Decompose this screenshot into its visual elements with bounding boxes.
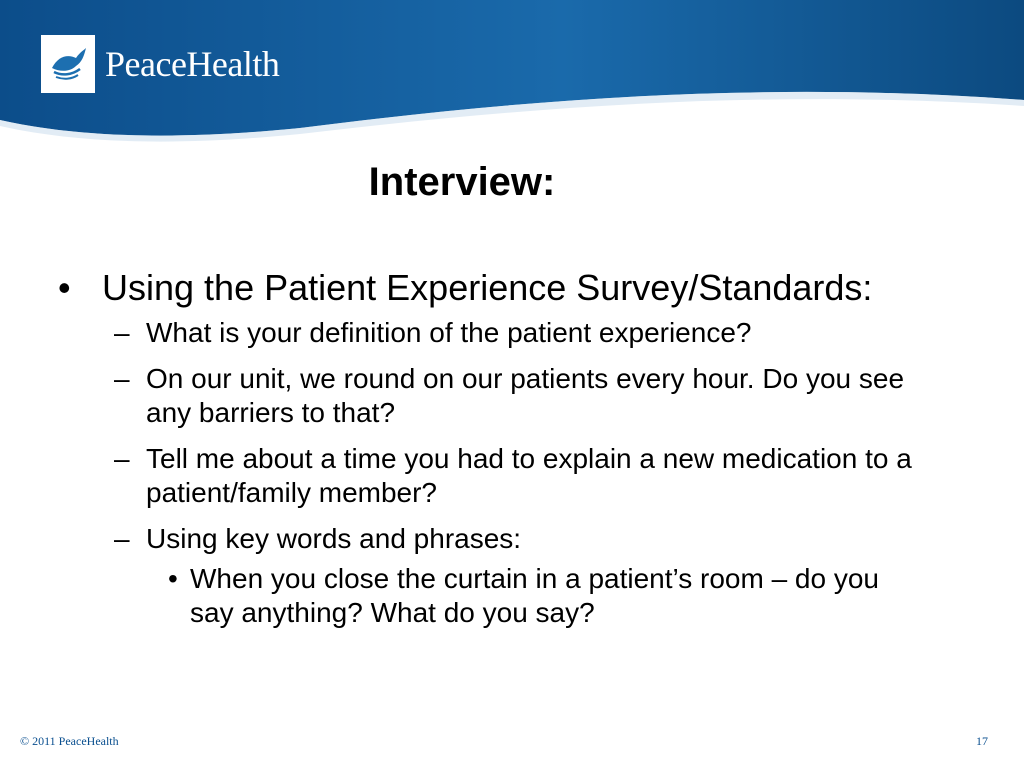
sub-bullet-text: On our unit, we round on our patients every hour. Do you see any barriers to that?: [146, 363, 905, 428]
peacehealth-logo: [41, 36, 279, 92]
bullet-text: Using the Patient Experience Survey/Standards:: [102, 267, 873, 308]
sub-sub-bullet-text: When you close the curtain in a patient’s room – do you say anything? What do you say?: [190, 563, 879, 628]
dash-marker: –: [114, 363, 130, 394]
sub-sub-bullet: [58, 562, 930, 630]
sub-bullet-text: Tell me about a time you had to explain a new medication to a patient/family member?: [146, 443, 912, 508]
slide-title: Interview:: [368, 160, 556, 204]
sub-bullet: [58, 442, 946, 510]
sub-bullet: [58, 522, 946, 556]
bullet-level-1: [58, 266, 978, 310]
bullet-marker: •: [58, 267, 71, 308]
dash-marker: –: [114, 443, 130, 474]
dash-marker: –: [114, 317, 130, 348]
sub-bullet: [58, 362, 946, 430]
dove-icon: [41, 35, 95, 93]
slide-content: [58, 266, 978, 630]
page-number: 17: [976, 734, 988, 748]
logo-text: PeaceHealth: [105, 44, 280, 84]
sub-bullet-text: Using key words and phrases:: [146, 523, 522, 554]
sub-bullet: [58, 316, 946, 350]
dash-marker: –: [114, 523, 130, 554]
bullet-marker: •: [168, 563, 178, 594]
footer-copyright: © 2011 PeaceHealth: [20, 734, 119, 748]
sub-bullet-text: What is your definition of the patient experience?: [146, 317, 752, 348]
